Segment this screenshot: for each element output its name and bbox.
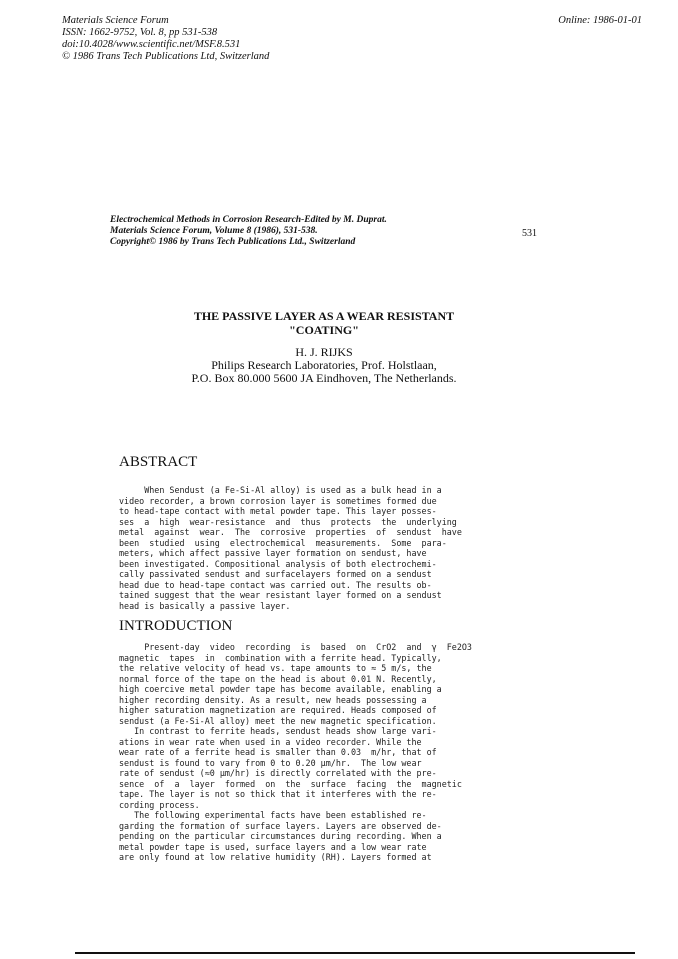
doi: doi:10.4028/www.scientific.net/MSF.8.531 [62, 39, 241, 50]
author-block [0, 346, 648, 385]
paper-title [0, 309, 648, 337]
affiliation-line-1: Philips Research Laboratories, Prof. Holstlaan, [211, 358, 437, 372]
citation-line-2: Materials Science Forum, Volume 8 (1986), 531-538. [110, 226, 318, 236]
affiliation-line-2: P.O. Box 80.000 5600 JA Eindhoven, The Netherlands. [191, 371, 457, 385]
copyright-notice: © 1986 Trans Tech Publications Ltd, Switzerland [62, 51, 270, 62]
title-line-1: THE PASSIVE LAYER AS A WEAR RESISTANT [193, 309, 455, 323]
page-number: 531 [522, 228, 537, 239]
introduction-heading: INTRODUCTION [119, 618, 233, 634]
citation-line-3: Copyright© 1986 by Trans Tech Publications Ltd., Switzerland [110, 237, 356, 247]
citation-block [110, 215, 387, 248]
abstract-text: When Sendust (a Fe-Si-Al alloy) is used as a bulk head in a video recorder, a brown corrosion layer is sometimes formed due to head-tape contact with metal powder tape. This layer posses- ses a high wear-resistance and thus protects the underlying metal against wear. The corrosive properties of sendust have been studied using electrochemical measurements. Some para- meters, which affect passive layer formation on sendust, have been investigated. Compositional analysis of both electrochemi- cally passivated sendust and surfacelayers formed on a sendust head due to head-tape contact was carried out. The results ob- tained suggest that the wear resistant layer formed on a sendust head is basically a passive layer. [119, 485, 462, 611]
abstract-heading: ABSTRACT [119, 454, 198, 470]
footer-divider [75, 952, 635, 954]
journal-metadata [62, 15, 269, 63]
citation-line-1: Electrochemical Methods in Corrosion Research-Edited by M. Duprat. [110, 215, 387, 225]
title-line-2: "COATING" [289, 323, 359, 337]
introduction-text: Present-day video recording is based on CrO2 and γ Fe2O3 magnetic tapes in combination with a ferrite head. Typically, the relative velocity of head vs. tape amounts to ≈ 5 m/s, the normal force of the tape on the head is about 0.01 N. Recently, high coercive metal powder tape has become available, enabling a higher recording density. As a result, new heads possessing a higher saturation magnetization are required. Heads composed of sendust (a Fe-Si-Al alloy) meet the new magnetic specification. In contrast to ferrite heads, sendust heads show large vari- ations in wear rate when used in a video recorder. While the wear rate of a ferrite head is smaller than 0.03 m/hr, that of sendust is found to vary from 0 to 0.20 μm/hr. The low wear rate of sendust (≈0 μm/hr) is directly correlated with the pre- sence of a layer formed on the surface facing the magnetic tape. The layer is not so thick that it interferes with the re- cording process. The following experimental facts have been established re- garding the formation of surface layers. Layers are observed de- pending on the particular circumstances during recording. When a metal powder tape is used, surface layers and a low wear rate are only found at low relative humidity (RH). Layers formed at [119, 642, 472, 862]
issn: ISSN: 1662-9752, Vol. 8, pp 531-538 [62, 27, 218, 38]
online-date: Online: 1986-01-01 [558, 15, 642, 26]
author-name: H. J. RIJKS [295, 345, 353, 359]
journal-name: Materials Science Forum [62, 15, 169, 26]
